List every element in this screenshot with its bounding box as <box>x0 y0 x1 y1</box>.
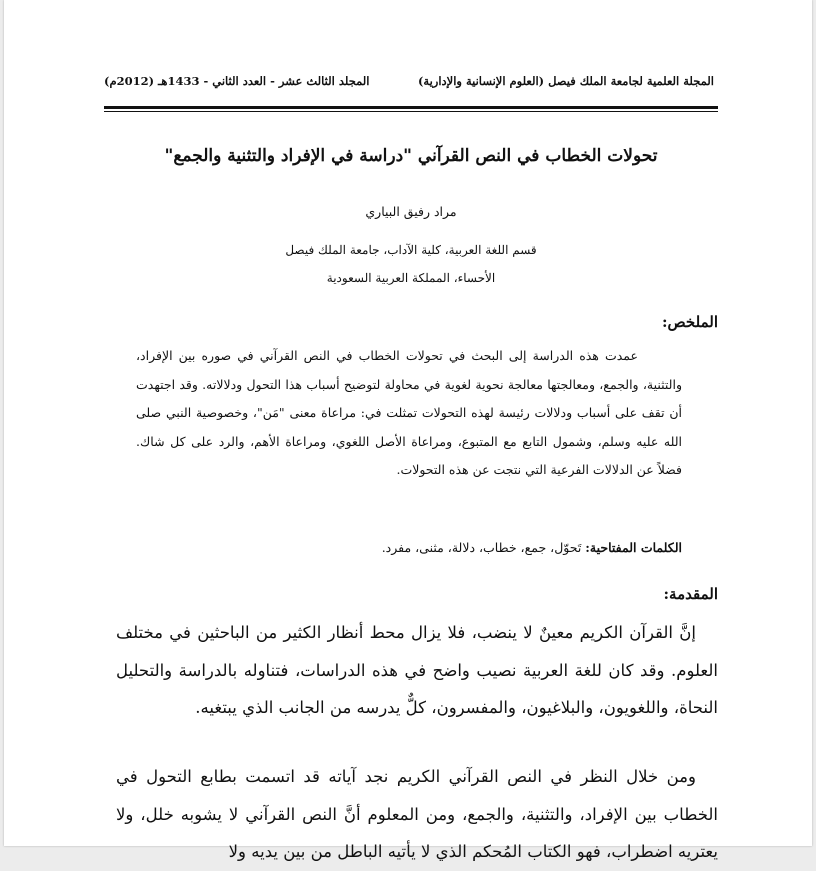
paper-title: تحولات الخطاب في النص القرآني "دراسة في الإفراد والتثنية والجمع" <box>164 146 658 166</box>
volume-info: المجلد الثالث عشر - العدد الثاني - 1433هـ (2012م) <box>104 74 370 88</box>
intro-paragraph-2: ومن خلال النظر في النص القرآني الكريم نجد آياته قد اتسمت بطابع التحول في الخطاب بين الإفراد، والتثنية، والجمع، ومن المعلوم أنَّ النص القرآني لا يشوبه خلل، ولا يعتريه اضطراب، فهو الكتاب المُحكم الذي لا يأتيه الباطل من بين يديه ولا <box>116 767 718 861</box>
paper-page <box>4 0 812 861</box>
running-header <box>104 74 714 88</box>
keywords-list: تَحوّل، جمع، خطاب، دلالة، مثنى، مفرد. <box>381 540 586 555</box>
journal-name: المجلة العلمية لجامعة الملك فيصل (العلوم الإنسانية والإدارية) <box>417 74 714 88</box>
intro-paragraph-1: إنَّ القرآن الكريم معينٌ لا ينضب، فلا يزال محط أنظار الكثير من الباحثين في مختلف العلوم. وقد كان للغة العربية نصيب واضح في هذه الدراسات، فتناوله بالدراسة والتحليل النحاة، واللغويون، والبلاغيون، والمفسرون، كلٌّ يدرسه من الجانب الذي يبتغيه. <box>116 623 718 717</box>
affiliation-line-1: قسم اللغة العربية، كلية الآداب، جامعة الملك فيصل <box>285 243 537 257</box>
keywords-line <box>136 540 682 555</box>
introduction-heading: المقدمة: <box>663 585 718 603</box>
keywords-label: الكلمات المفتاحية: <box>585 540 682 555</box>
affiliation-line-2: الأحساء، المملكة العربية السعودية <box>326 271 496 285</box>
abstract-text: عمدت هذه الدراسة إلى البحث في تحولات الخطاب في النص القرآني في صوره بين الإفراد، والتثنية، والجمع، ومعالجتها معالجة نحوية لغوية في محاولة لتوضيح أسباب هذا التحول ودلالاته. وقد اجتهدت أن تقف على أسباب ودلالات رئيسة لهذه التحولات تمثلت في: مراعاة معنى "مَن"، وخصوصية النبي صلى الله عليه وسلم، وشمول التابع مع المتبوع، ومراعاة الأصل اللغوي، ومراعاة الأهم، والرد على كل شاك. فضلاً عن الدلالات الفرعية التي نتجت عن هذه التحولات. <box>136 348 682 477</box>
header-rule-thick <box>104 106 718 109</box>
abstract-heading: الملخص: <box>662 313 718 331</box>
author-name: مراد رفيق البياري <box>365 204 457 219</box>
header-rule-thin <box>104 111 718 112</box>
